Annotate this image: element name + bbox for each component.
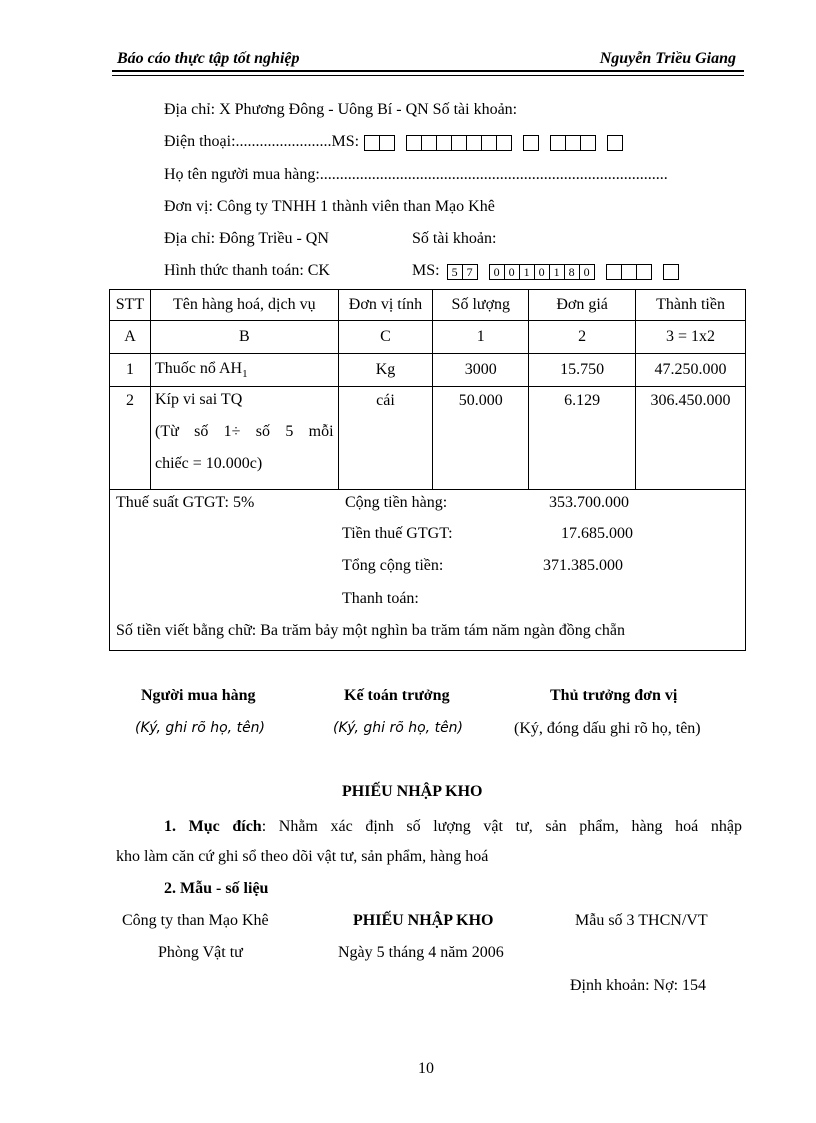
ms-digit: 5 [447, 264, 463, 280]
vat-rate: Thuế suất GTGT: 5% [116, 494, 255, 511]
table-code-row [110, 321, 746, 354]
col-code: 3 = 1x2 [636, 321, 746, 354]
row-qty: 3000 [433, 354, 529, 387]
buyer-ms-line [412, 262, 679, 280]
row-stt: 2 [110, 387, 151, 490]
table-header-row [110, 290, 746, 321]
col-code: 1 [433, 321, 529, 354]
row-name-line: (Từ số 1÷ số 5 mỗi [154, 423, 334, 440]
form-number: Mẫu số 3 THCN/VT [575, 912, 708, 929]
col-header: Đơn giá [529, 290, 636, 321]
col-code: C [338, 321, 433, 354]
purpose-text-2: kho làm căn cứ ghi sổ theo dõi vật tư, sản phẩm, hàng hoá [116, 848, 489, 865]
buyer-name-line: Họ tên người mua hàng:....................................................................................... [164, 166, 668, 183]
header-right: Nguyễn Triều Giang [599, 50, 736, 67]
form-section-label: 2. Mẫu - số liệu [164, 880, 269, 897]
col-code: B [150, 321, 338, 354]
buyer-payment: Hình thức thanh toán: CK [164, 262, 330, 279]
page-number: 10 [418, 1060, 434, 1077]
form-department: Phòng Vật tư [158, 944, 243, 961]
vat-value: 17.685.000 [561, 525, 633, 542]
col-header: Thành tiền [636, 290, 746, 321]
row-stt: 1 [110, 354, 151, 387]
ms-digit: 8 [564, 264, 580, 280]
row-total: 47.250.000 [636, 354, 746, 387]
signature-title-director: Thủ trưởng đơn vị [550, 687, 678, 704]
form-company: Công ty than Mạo Khê [122, 912, 269, 929]
col-header: Đơn vị tính [338, 290, 433, 321]
header-divider [112, 70, 744, 76]
ms-digit: 7 [462, 264, 478, 280]
signature-title-accountant: Kế toán trưởng [344, 687, 450, 704]
section-title: PHIẾU NHẬP KHO [342, 783, 483, 800]
row-unit: cái [338, 387, 433, 490]
amount-in-words: Số tiền viết bằng chữ: Ba trăm bảy một nghìn ba trăm tám năm ngàn đồng chẵn [116, 622, 625, 639]
ms-digit: 0 [504, 264, 520, 280]
row-unit: Kg [338, 354, 433, 387]
payment-label: Thanh toán: [342, 590, 419, 607]
seller-address: Địa chỉ: X Phương Đông - Uông Bí - QN Số tài khoản: [164, 101, 518, 118]
ms-digit: 1 [549, 264, 565, 280]
buyer-address: Địa chỉ: Đông Triều - QN [164, 230, 329, 247]
invoice-table [109, 289, 746, 490]
seller-phone-dots: ........................ [235, 133, 332, 150]
col-code: A [110, 321, 151, 354]
buyer-ms-label: MS: [412, 262, 440, 279]
grand-total-label: Tổng cộng tiền: [342, 557, 444, 574]
row-name-sub: 1 [242, 368, 248, 381]
row-name-line: Kíp vi sai TQ [154, 391, 243, 408]
col-header: Số lượng [433, 290, 529, 321]
buyer-ms-boxes [448, 262, 679, 280]
table-row [110, 387, 746, 490]
purpose-line [164, 818, 742, 836]
goods-total-value: 353.700.000 [549, 494, 629, 511]
buyer-unit: Đơn vị: Công ty TNHH 1 thành viên than Mạo Khê [164, 198, 495, 215]
table-row [110, 354, 746, 387]
ms-digit: 0 [534, 264, 550, 280]
purpose-text: : Nhằm xác định số lượng vật tư, sản phẩm, hàng hoá nhập [261, 818, 743, 835]
grand-total-value: 371.385.000 [543, 557, 623, 574]
form-title: PHIẾU NHẬP KHO [353, 912, 494, 929]
seller-phone-label: Điện thoại: [164, 133, 236, 150]
col-code: 2 [529, 321, 636, 354]
col-header: STT [110, 290, 151, 321]
row-total: 306.450.000 [636, 387, 746, 490]
header-left: Báo cáo thực tập tốt nghiệp [117, 50, 300, 67]
form-account: Định khoản: Nợ: 154 [570, 977, 707, 994]
signature-sub-buyer: (Ký, ghi rõ họ, tên) [135, 720, 266, 736]
ms-digit: 0 [579, 264, 595, 280]
row-price: 15.750 [529, 354, 636, 387]
signature-sub-accountant: (Ký, ghi rõ họ, tên) [333, 720, 464, 736]
row-name [150, 354, 338, 387]
row-name-text: Thuốc nổ AH [154, 359, 243, 377]
seller-ms-boxes [365, 133, 623, 151]
signature-title-buyer: Người mua hàng [141, 687, 256, 704]
seller-ms-label: MS: [331, 133, 360, 150]
goods-total-label: Cộng tiền hàng: [345, 494, 448, 511]
seller-phone-line [164, 133, 623, 151]
form-date: Ngày 5 tháng 4 năm 2006 [338, 944, 504, 961]
row-price: 6.129 [529, 387, 636, 490]
ms-digit: 1 [519, 264, 535, 280]
row-name-line: chiếc = 10.000c) [154, 455, 263, 472]
ms-digit: 0 [489, 264, 505, 280]
row-name [150, 387, 338, 490]
buyer-account: Số tài khoản: [412, 230, 497, 247]
row-qty: 50.000 [433, 387, 529, 490]
col-header: Tên hàng hoá, dịch vụ [150, 290, 338, 321]
signature-sub-director: (Ký, đóng dấu ghi rõ họ, tên) [514, 720, 701, 737]
vat-label: Tiền thuế GTGT: [342, 525, 453, 542]
purpose-label: 1. Mục đích [164, 818, 262, 835]
